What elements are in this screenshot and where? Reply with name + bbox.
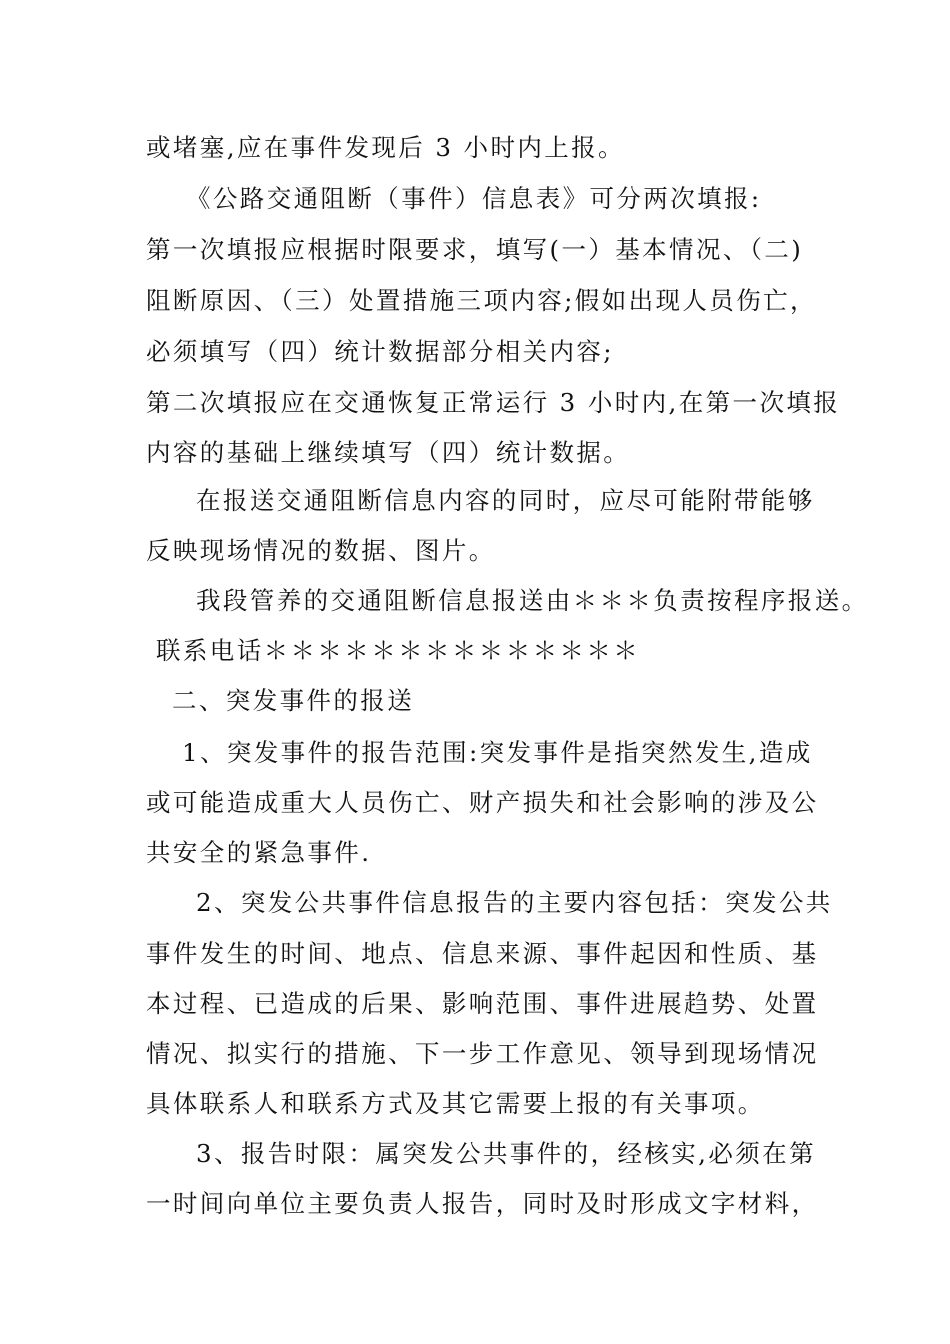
text-line: 或可能造成重大人员伤亡、财产损失和社会影响的涉及公 xyxy=(146,788,819,817)
text-line: 阻断原因、（三）处置措施三项内容;假如出现人员伤亡， xyxy=(146,286,817,315)
text-line: 必须填写（四）统计数据部分相关内容; xyxy=(146,337,614,366)
text-line: 2、突发公共事件信息报告的主要内容包括：突发公共 xyxy=(196,888,833,917)
text-line: 我段管养的交通阻断信息报送由＊＊＊负责按程序报送。 xyxy=(196,586,869,615)
section-heading: 二、突发事件的报送 xyxy=(172,686,415,715)
text-line: 事件发生的时间、地点、信息来源、事件起因和性质、基 xyxy=(146,939,819,968)
text-line: 或堵塞,应在事件发现后 3 小时内上报。 xyxy=(146,133,625,162)
text-line: 在报送交通阻断信息内容的同时，应尽可能附带能够 xyxy=(196,486,815,515)
text-line: 一时间向单位主要负责人报告，同时及时形成文字材料， xyxy=(146,1189,819,1218)
text-line: 《公路交通阻断（事件）信息表》可分两次填报: xyxy=(186,184,762,213)
text-line: 共安全的紧急事件. xyxy=(146,838,372,867)
text-line: 情况、拟实行的措施、下一步工作意见、领导到现场情况 xyxy=(146,1039,819,1068)
text-line: 第二次填报应在交通恢复正常运行 3 小时内,在第一次填报 xyxy=(146,388,841,417)
text-line: 第一次填报应根据时限要求，填写(一）基本情况、（二) xyxy=(146,235,804,264)
text-line: 反映现场情况的数据、图片。 xyxy=(146,536,496,565)
text-line: 3、报告时限：属突发公共事件的，经核实,必须在第 xyxy=(196,1139,816,1168)
text-line: 本过程、已造成的后果、影响范围、事件进展趋势、处置 xyxy=(146,989,819,1018)
text-line: 具体联系人和联系方式及其它需要上报的有关事项。 xyxy=(146,1089,765,1118)
text-line: 联系电话＊＊＊＊＊＊＊＊＊＊＊＊＊＊ xyxy=(156,636,641,665)
text-line: 1、突发事件的报告范围:突发事件是指突然发生,造成 xyxy=(182,738,813,767)
text-line: 内容的基础上继续填写（四）统计数据。 xyxy=(146,438,631,467)
